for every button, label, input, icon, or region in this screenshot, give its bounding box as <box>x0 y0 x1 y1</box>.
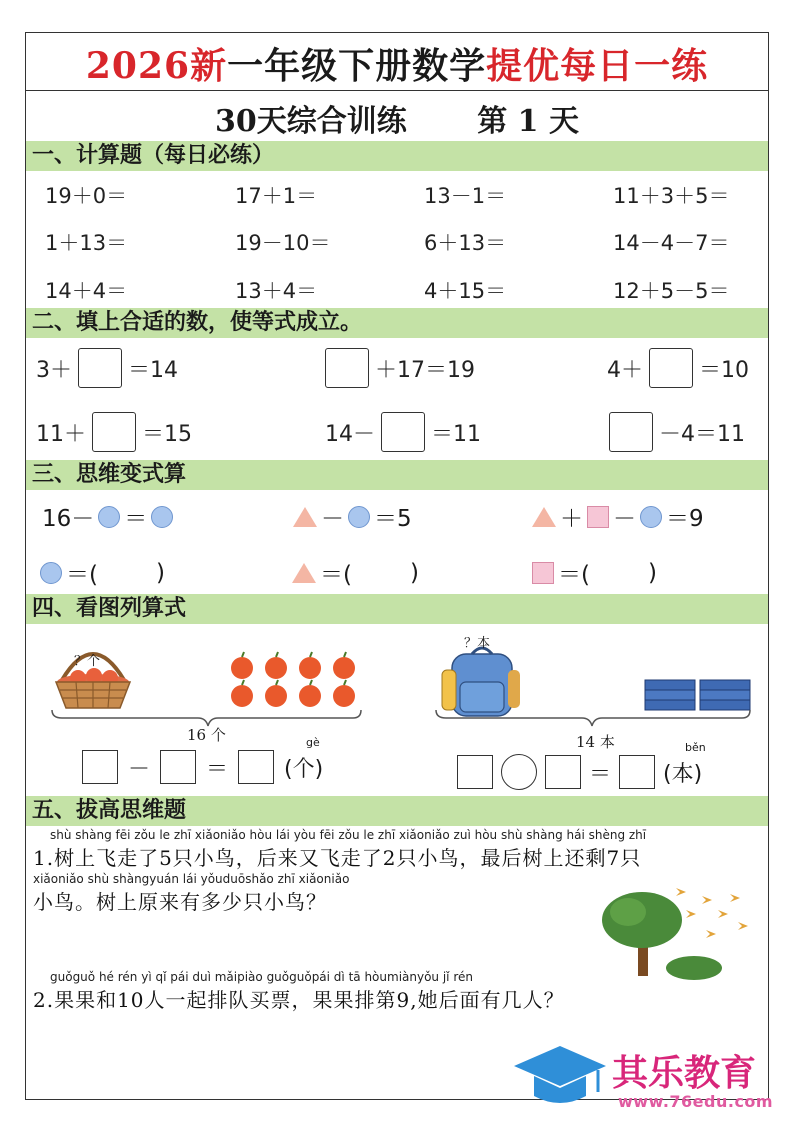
title-practice: 提优每日一练 <box>486 45 709 87</box>
calc-item: 14－4－7＝ <box>613 231 730 255</box>
fill-text: 4＋ <box>607 357 643 383</box>
question-1-text: 小鸟。树上原来有多少只小鸟？ <box>33 890 327 914</box>
calc-item: 12＋5－5＝ <box>613 279 730 303</box>
triangle-symbol <box>293 507 317 527</box>
question-1-pinyin: xiǎoniǎo shù shàngyuán lái yǒuduōshǎo zhī xiǎoniǎo <box>33 872 350 886</box>
answer-close: ) <box>647 559 657 586</box>
fill-equation <box>325 412 481 452</box>
apple-picture <box>48 630 378 730</box>
unknown-count-label: ？本 <box>464 636 491 651</box>
operator: ＝ <box>206 756 229 782</box>
apple-icon <box>231 652 355 707</box>
fill-text: ＝15 <box>142 421 192 447</box>
answer-box[interactable] <box>649 348 693 388</box>
title-year: 2026新 <box>85 45 228 87</box>
answer-close: ) <box>155 559 165 586</box>
total-label: 14 本 <box>576 733 615 751</box>
fill-text: 14－ <box>325 421 375 447</box>
triangle-symbol <box>532 507 556 527</box>
page-title <box>25 38 769 89</box>
bird-icon <box>676 888 748 938</box>
fill-text: ＝14 <box>128 357 178 383</box>
unit-label <box>663 740 706 788</box>
calc-item: 4＋15＝ <box>424 279 507 303</box>
operator: ＝ <box>589 761 612 787</box>
brand-url: www.76edu.com <box>618 1092 774 1111</box>
fill-equation <box>609 412 745 452</box>
variant-answer <box>292 556 419 589</box>
answer-box[interactable] <box>619 755 655 789</box>
variant-text: － <box>321 506 344 532</box>
calc-item: 17＋1＝ <box>235 184 318 208</box>
answer-box[interactable] <box>609 412 653 452</box>
section-4-title: 四、看图列算式 <box>32 596 187 621</box>
unit-text: (个) <box>284 756 324 782</box>
calc-item: 13＋4＝ <box>235 279 318 303</box>
fill-equation <box>36 348 178 388</box>
total-label: 16 个 <box>187 726 226 744</box>
answer-open: ＝( <box>320 562 352 588</box>
answer-box[interactable] <box>160 750 196 784</box>
question-1-text: 1.树上飞走了5只小鸟，后来又飞走了2只小鸟，最后树上还剩7只 <box>33 846 642 870</box>
subtitle-training: 30天综合训练 <box>215 104 407 139</box>
fill-text: ＋17＝19 <box>375 357 475 383</box>
brand-logo-text: 其乐教育 <box>612 1053 757 1094</box>
unit-pinyin: gè <box>306 735 320 749</box>
section-5-title: 五、拔高思维题 <box>32 798 187 823</box>
tree-icon <box>602 892 722 980</box>
tree-picture <box>598 880 758 985</box>
graduation-cap-icon <box>510 1040 610 1110</box>
fill-text: ＝10 <box>699 357 749 383</box>
fill-equation <box>36 412 192 452</box>
section-2-title: 二、填上合适的数，使等式成立。 <box>32 310 363 335</box>
calc-item: 14＋4＝ <box>45 279 128 303</box>
variant-text: － <box>613 506 636 532</box>
operator: － <box>128 756 151 782</box>
unit-text: (本) <box>663 761 703 787</box>
variant-equation <box>42 500 173 533</box>
triangle-symbol <box>292 563 316 583</box>
calc-item: 1＋13＝ <box>45 231 128 255</box>
section-1-title: 一、计算题（每日必练） <box>32 143 275 168</box>
variant-answer <box>532 556 657 589</box>
title-divider <box>25 90 769 91</box>
calc-item: 11＋3＋5＝ <box>613 184 730 208</box>
variant-equation <box>293 500 412 533</box>
variant-answer <box>40 556 165 589</box>
variant-text: ＝5 <box>374 506 412 532</box>
unit-label <box>284 735 324 783</box>
circle-symbol <box>151 506 173 528</box>
answer-open: ＝( <box>558 562 590 588</box>
variant-text: ＋ <box>560 506 583 532</box>
circle-symbol <box>640 506 662 528</box>
operator-circle[interactable] <box>501 754 537 790</box>
calc-item: 19＋0＝ <box>45 184 128 208</box>
answer-open: ＝( <box>66 562 98 588</box>
calc-item: 13－1＝ <box>424 184 507 208</box>
unknown-count-label: ？个 <box>74 654 101 669</box>
square-symbol <box>532 562 554 584</box>
backpack-icon <box>442 648 520 716</box>
answer-box[interactable] <box>92 412 136 452</box>
fill-text: 11＋ <box>36 421 86 447</box>
unit-pinyin: běn <box>685 740 706 754</box>
section-3-title: 三、思维变式算 <box>32 462 187 487</box>
circle-symbol <box>98 506 120 528</box>
answer-box[interactable] <box>381 412 425 452</box>
answer-box[interactable] <box>457 755 493 789</box>
calc-item: 19－10＝ <box>235 231 331 255</box>
fill-text: －4＝11 <box>659 421 745 447</box>
answer-box[interactable] <box>82 750 118 784</box>
question-2-pinyin: guǒguǒ hé rén yì qǐ pái duì mǎipiào guǒguǒpái dì tā hòumiànyǒu jǐ rén <box>50 970 473 984</box>
answer-box[interactable] <box>325 348 369 388</box>
variant-text: ＝ <box>124 506 148 532</box>
fill-text: ＝11 <box>431 421 481 447</box>
answer-box[interactable] <box>238 750 274 784</box>
question-2-text: 2.果果和10人一起排队买票，果果排第9,她后面有几人？ <box>33 988 565 1012</box>
subtitle-day: 第 1 天 <box>477 104 579 139</box>
books-icon <box>645 680 750 710</box>
question-1-pinyin: shù shàng fēi zǒu le zhī xiǎoniǎo hòu lái yòu fēi zǒu le zhī xiǎoniǎo zuì hòu shù shàng hái shèng zhī <box>50 828 647 842</box>
circle-symbol <box>348 506 370 528</box>
fill-equation <box>607 348 749 388</box>
variant-text: 16－ <box>42 506 95 532</box>
circle-symbol <box>40 562 62 584</box>
variant-text: ＝9 <box>666 506 704 532</box>
square-symbol <box>587 506 609 528</box>
answer-box[interactable] <box>545 755 581 789</box>
title-grade: 一年级下册数学 <box>227 45 487 87</box>
book-picture <box>430 640 760 730</box>
answer-close: ) <box>409 559 419 586</box>
answer-box[interactable] <box>78 348 122 388</box>
calc-item: 6＋13＝ <box>424 231 507 255</box>
variant-equation <box>532 500 704 533</box>
fill-text: 3＋ <box>36 357 72 383</box>
fill-equation <box>325 348 475 388</box>
page-subtitle <box>25 96 769 140</box>
